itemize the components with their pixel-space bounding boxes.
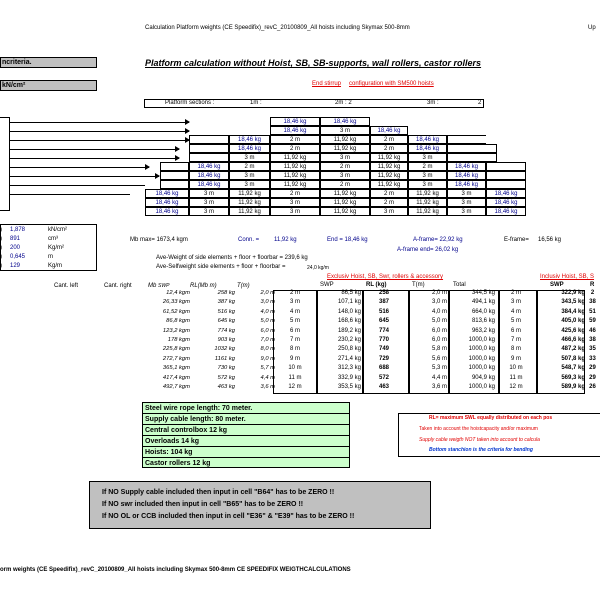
col-cant-right: Cant. right (104, 283, 132, 289)
col-swp2: SWP (550, 282, 564, 288)
grid-cell: 18,46 kg (486, 198, 526, 207)
table-cell: 38 (589, 337, 596, 343)
table-cell: 11 m (288, 374, 302, 381)
table-cell: 9 m (510, 355, 521, 362)
table-cell: 664,0 kg (471, 308, 495, 315)
table-cell: 572 (378, 374, 389, 381)
table-cell: 86,5 kg (341, 290, 361, 296)
assumption-item: Central controlbox 12 kg (143, 425, 349, 436)
table-cell: 353,5 kg (337, 384, 361, 390)
arrow-row-5 (9, 158, 179, 159)
table-cell: 425,6 kg (561, 327, 585, 334)
grid-cell: 11,92 kg (320, 144, 370, 153)
document-title: Calculation Platform weights (CE Speedifix)_revC_20100809_All hoists including Skymax 500-8mm (145, 25, 410, 31)
section-1m: 1m : (250, 100, 262, 106)
table-cell: 29 (589, 374, 596, 381)
table-cell: 10 m (288, 365, 302, 372)
grid-gray-cell (160, 180, 189, 189)
grid-gray-cell (526, 189, 538, 198)
table-cell: 4,4 m (431, 374, 447, 381)
grid-cell: 11,92 kg (229, 189, 270, 198)
table-cell: 26 (589, 384, 596, 390)
arrow-row-7 (9, 176, 159, 177)
note-1: RL= maximum SWL equally distributed on each pos (429, 415, 553, 421)
table-cell: 5,8 m (431, 346, 447, 353)
table-cell: 178 kgm (167, 337, 190, 343)
warnings-box (89, 481, 431, 529)
grid-gray-cell (526, 198, 538, 207)
col-mb: Mb SWP (148, 283, 170, 289)
grid-cell: 3 m (229, 180, 270, 189)
arrow-row-8 (9, 185, 149, 186)
col-rlkg: RL (kg) (366, 282, 387, 288)
grid-cell: 18,46 kg (486, 189, 526, 198)
assumptions-box (142, 402, 350, 468)
property-value: 891 (10, 236, 21, 242)
table-frame (449, 290, 499, 394)
grid-cell: 3 m (229, 153, 270, 162)
table-cell: 507,8 kg (561, 355, 585, 362)
eframe-label: E-frame= (504, 237, 529, 243)
property-bracket: ) (0, 263, 2, 269)
header-right-fragment: Up (588, 25, 596, 31)
table-cell: 4 m (289, 308, 300, 315)
grid-gray-cell (189, 135, 229, 144)
table-cell: 12 m (288, 384, 302, 390)
table-cell: 5,7 m (260, 365, 275, 372)
table-cell: 7,0 m (260, 337, 275, 343)
table-cell: 11 m (509, 374, 523, 381)
property-value: 200 (10, 245, 21, 251)
table-cell: 516 (378, 308, 389, 315)
table-cell: 9 m (289, 355, 300, 362)
aframe-end-value: A-frame end= 26,02 kg (397, 247, 459, 253)
arrow-row-3 (9, 140, 189, 141)
table-cell: 384,4 kg (561, 308, 585, 315)
arrow-row-9 (9, 194, 139, 195)
grid-cell: 11,92 kg (270, 180, 320, 189)
table-cell: 10 m (509, 365, 523, 372)
table-cell: 492,7 kgm (162, 384, 190, 390)
grid-cell: 18,46 kg (189, 171, 229, 180)
grid-cell: 11,92 kg (370, 153, 408, 162)
conn-label: Conn. = (238, 237, 260, 243)
table-cell: 5 m (289, 318, 300, 325)
grid-cell: 2 m (270, 135, 320, 144)
property-bracket: ) (0, 236, 2, 242)
grid-cell: 11,92 kg (320, 135, 370, 144)
grid-cell: 3 m (320, 171, 370, 180)
table-cell: 6,0 m (431, 327, 447, 334)
table-cell: 344,5 kg (471, 290, 495, 296)
table-cell: 387 (378, 299, 389, 306)
grid-cell: 11,92 kg (270, 153, 320, 162)
eframe-value: 16,56 kg (538, 237, 562, 243)
grid-cell: 18,46 kg (408, 135, 447, 144)
table-cell: 26,33 kgm (162, 299, 190, 306)
grid-gray-cell (486, 135, 526, 144)
table-cell: 5,0 m (260, 318, 275, 325)
table-cell: 61,52 kgm (162, 308, 190, 315)
table-frame (317, 290, 363, 394)
property-unit: kN/cm² (48, 227, 67, 233)
table-cell: 963,2 kg (471, 327, 495, 334)
table-cell: 8 m (289, 346, 300, 353)
grid-gray-cell (160, 171, 189, 180)
grid-cell: 11,92 kg (408, 198, 447, 207)
grid-cell: 2 m (370, 198, 408, 207)
footer-title: orm weights (CE Speedifix)_revC_20100809_All hoists including Skymax 500-8mm CE SPEEDIFIX WEIGTHCALCULATIONS (0, 567, 351, 573)
table-cell: 487,2 kg (561, 346, 585, 353)
grid-cell: 2 m (229, 162, 270, 171)
grid-cell: 2 m (370, 135, 408, 144)
table-cell: 6 m (510, 327, 521, 334)
table-cell: 332,9 kg (337, 374, 361, 381)
table-cell: 6,0 m (431, 337, 447, 343)
table-cell: 548,7 kg (561, 365, 585, 372)
property-value: 1,878 (10, 227, 26, 233)
table-cell: 5,6 m (431, 355, 447, 362)
grid-cell: 2 m (270, 144, 320, 153)
platform-sections-bar (144, 99, 484, 108)
mb-max: Mb max= 1673,4 kgm (130, 237, 188, 243)
grid-cell: 3 m (370, 207, 408, 216)
table-cell: 5,0 m (431, 318, 447, 325)
grid-cell: 18,46 kg (320, 117, 370, 126)
col-r: R (590, 282, 595, 288)
property-bracket: ) (0, 245, 2, 251)
grid-cell: 3 m (447, 198, 486, 207)
table-cell: 1161 kg (214, 355, 235, 362)
grid-cell: 3 m (447, 189, 486, 198)
col-total: Total (453, 282, 466, 288)
grid-gray-cell (130, 198, 145, 207)
notes-box (398, 413, 600, 457)
table-cell: 312,3 kg (337, 365, 361, 372)
table-cell: 494,1 kg (471, 299, 495, 306)
table-cell: 51 (589, 308, 596, 315)
property-unit: Kg/m² (48, 245, 65, 251)
col-rl: RL(Mb m) (190, 283, 217, 289)
table-cell: 2 m (510, 290, 521, 296)
table-cell: 2 (590, 290, 595, 296)
grid-cell: 2 m (320, 180, 370, 189)
table-cell: 463 (378, 384, 389, 390)
table-cell: 258 (378, 290, 389, 296)
ave-weight: Ave-Weight of side elements + floor + floorbar = 239,6 kg (156, 255, 308, 261)
table-cell: 365,1 kgm (162, 365, 190, 372)
table-cell: 322,9 kg (561, 290, 585, 296)
table-cell: 168,6 kg (337, 318, 361, 325)
table-cell: 572 kg (217, 374, 235, 381)
table-cell: 3,6 m (260, 384, 275, 390)
unit-cell: kN/cm² (0, 80, 97, 91)
grid-cell: 11,92 kg (270, 162, 320, 171)
arrow-row-4 (9, 149, 179, 150)
grid-cell: 18,46 kg (370, 126, 408, 135)
table-cell: 688 (378, 365, 389, 372)
col-cant-left: Cant. left (54, 283, 79, 289)
grid-gray-cell (408, 117, 500, 126)
table-cell: 589,9 kg (561, 384, 585, 390)
ave-selfweight: Ave-Selfweight side elements + floor + floorbar = (156, 264, 286, 270)
grid-gray-cell (486, 180, 526, 189)
table-cell: 343,5 kg (561, 299, 585, 306)
table-cell: 417,4 kgm (162, 374, 190, 381)
grid-cell: 18,46 kg (189, 180, 229, 189)
grid-cell: 2 m (270, 189, 320, 198)
warning-3: If NO OL or CCB included then input in cell "E36" & "E39" has to be ZERO !! (102, 513, 355, 520)
grid-gray-cell (189, 153, 229, 162)
property-unit: m (48, 254, 53, 260)
table-cell: 4,0 m (431, 308, 447, 315)
grid-cell: 3 m (408, 180, 447, 189)
ave-selfweight-value: 24,0 kg/m (307, 265, 329, 271)
table-cell: 59 (589, 318, 596, 325)
table-cell: 35 (589, 346, 596, 353)
col-t2: T(m) (412, 282, 425, 288)
table-cell: 1000,0 kg (468, 355, 495, 362)
table-cell: 272,7 kgm (162, 355, 190, 362)
arrow-row-6 (9, 167, 149, 168)
table-cell: 1000,0 kg (468, 365, 495, 372)
grid-cell: 11,92 kg (320, 198, 370, 207)
grid-cell: 3 m (229, 171, 270, 180)
grid-gray-cell (160, 162, 189, 171)
arrow-row-1 (9, 122, 189, 123)
grid-cell: 11,92 kg (370, 162, 408, 171)
table-cell: 2,0 m (431, 290, 447, 296)
warning-2: If NO swr included then input in cell "B65" has to be ZERO !! (102, 501, 304, 508)
table-cell: 2 m (289, 290, 300, 296)
sm500-config-link[interactable]: configuration with SM500 hoists (349, 81, 434, 87)
table-cell: 230,2 kg (337, 337, 361, 343)
assumption-item: Steel wire rope length: 70 meter. (143, 403, 349, 414)
grid-gray-cell (486, 162, 526, 171)
table-cell: 5 m (510, 318, 521, 325)
table-cell: 123,2 kgm (162, 327, 190, 334)
table-cell: 33 (589, 355, 596, 362)
table-cell: 4 m (510, 308, 521, 315)
conn-value: 11,92 kg (274, 237, 297, 243)
table-cell: 3,0 m (431, 299, 447, 306)
table-cell: 387 kg (217, 299, 235, 306)
property-value: 0,645 (10, 254, 26, 260)
property-unit: Kg/m (48, 263, 63, 269)
table-cell: 9,0 m (260, 355, 275, 362)
grid-cell: 2 m (320, 162, 370, 171)
table-cell: 7 m (510, 337, 521, 343)
table-frame (537, 290, 585, 394)
table-cell: 5,3 m (431, 365, 447, 372)
grid-gray-cell (370, 117, 408, 126)
table-cell: 1000,0 kg (468, 337, 495, 343)
end-value: End = 18,46 kg (327, 237, 368, 243)
grid-gray-cell (447, 153, 497, 162)
table-cell: 904,9 kg (471, 374, 495, 381)
grid-gray-cell (526, 207, 538, 216)
grid-cell: 11,92 kg (229, 207, 270, 216)
table-cell: 225,8 kgm (162, 346, 190, 353)
grid-cell: 18,46 kg (408, 144, 447, 153)
table-cell: 12,4 kgm (166, 290, 190, 296)
table-cell: 29 (589, 365, 596, 372)
grid-cell: 18,46 kg (229, 135, 270, 144)
table-cell: 3 m (289, 299, 300, 306)
table-cell: 86,8 kgm (166, 318, 190, 325)
table-cell: 38 (589, 299, 596, 306)
table-cell: 3,6 m (431, 384, 447, 390)
table-cell: 107,1 kg (337, 299, 361, 306)
grid-cell: 3 m (189, 207, 229, 216)
assumption-item: Castor rollers 12 kg (145, 460, 211, 467)
property-bracket: ) (0, 254, 2, 260)
grid-gray-cell (447, 144, 497, 153)
table-cell: 903 kg (217, 337, 235, 343)
grid-cell: 11,92 kg (320, 189, 370, 198)
table-cell: 6,0 m (260, 327, 275, 334)
grid-cell: 2 m (370, 189, 408, 198)
table-cell: 1000,0 kg (468, 346, 495, 353)
grid-gray-cell (486, 171, 526, 180)
table-cell: 2,0 m (260, 290, 275, 296)
table-frame (273, 290, 317, 394)
main-title: Platform calculation without Hoist, SB, SB-supports, wall rollers, castor rollers (145, 58, 482, 68)
property-bracket: ) (0, 227, 2, 233)
table-cell: 250,8 kg (337, 346, 361, 353)
grid-gray-cell (130, 207, 145, 216)
grid-cell: 3 m (189, 189, 229, 198)
table-cell: 6 m (289, 327, 300, 334)
grid-cell: 11,92 kg (370, 180, 408, 189)
table-cell: 645 kg (217, 318, 235, 325)
table-cell: 148,0 kg (337, 308, 361, 315)
assumption-item: Overloads 14 kg (143, 436, 349, 447)
table-cell: 4,4 m (260, 374, 275, 381)
grid-cell: 3 m (320, 126, 370, 135)
table-cell: 569,3 kg (561, 374, 585, 381)
grid-gray-cell (189, 144, 229, 153)
assumption-item: Supply cable length: 80 meter. (143, 414, 349, 425)
grid-cell: 11,92 kg (320, 207, 370, 216)
table-cell: 730 kg (217, 365, 235, 372)
grid-cell: 11,92 kg (270, 171, 320, 180)
col-swp: SWP (320, 282, 334, 288)
table-cell: 774 (378, 327, 389, 334)
grid-cell: 11,92 kg (370, 171, 408, 180)
table-cell: 516 kg (217, 308, 235, 315)
table-cell: 813,6 kg (471, 318, 495, 325)
table-cell: 12 m (509, 384, 523, 390)
table-cell: 1032 kg (214, 346, 235, 353)
grid-cell: 3 m (408, 153, 447, 162)
section-3m: 3m : (427, 100, 439, 106)
note-3: Supply cable weigth NOT taken into account to calcula (419, 437, 540, 443)
exclusiv-header: Exclusiv Hoist, SB, Swr, rollers & accessory (327, 274, 444, 280)
table-cell: 770 (378, 337, 389, 343)
grid-cell: 18,46 kg (145, 198, 189, 207)
table-frame (409, 290, 449, 394)
end-stirrup-link[interactable]: End stirrup (312, 81, 342, 87)
table-cell: 3,0 m (260, 299, 275, 306)
table-cell: 774 kg (217, 327, 235, 334)
grid-cell: 18,46 kg (189, 162, 229, 171)
grid-cell: 18,46 kg (145, 189, 189, 198)
table-cell: 405,0 kg (561, 318, 585, 325)
grid-gray-cell (447, 126, 497, 135)
grid-cell: 18,46 kg (229, 144, 270, 153)
table-cell: 258 kg (217, 290, 235, 296)
aframe-value: A-frame= 22,92 kg (413, 237, 463, 243)
grid-cell: 18,46 kg (447, 171, 486, 180)
sections-label: Platform sections : (165, 100, 215, 106)
grid-cell: 3 m (320, 153, 370, 162)
note-4: Bottom stanchion is the criteria for bending (429, 447, 533, 453)
grid-gray-cell (145, 180, 160, 189)
table-frame (499, 290, 537, 394)
grid-cell: 3 m (189, 198, 229, 207)
property-unit: cm³ (48, 236, 58, 242)
table-cell: 8,0 m (260, 346, 275, 353)
grid-cell: 18,46 kg (486, 207, 526, 216)
grid-gray-cell (130, 189, 145, 198)
arrow-row-2 (9, 131, 189, 132)
warning-1: If NO Supply cable included then input in cell "B64" has to be ZERO !! (102, 489, 335, 496)
grid-cell: 18,46 kg (270, 126, 320, 135)
table-cell: 1000,0 kg (468, 384, 495, 390)
grid-cell: 3 m (270, 198, 320, 207)
table-cell: 271,4 kg (337, 355, 361, 362)
col-t: T(m) (237, 283, 250, 289)
grid-cell: 18,46 kg (270, 117, 320, 126)
grid-cell: 2 m (408, 162, 447, 171)
assumption-item: Hoists: 104 kg (143, 447, 349, 458)
table-cell: 3 m (510, 299, 521, 306)
grid-cell: 2 m (370, 144, 408, 153)
table-cell: 46 (589, 327, 596, 334)
grid-cell: 11,92 kg (408, 207, 447, 216)
table-cell: 729 (378, 355, 389, 362)
grid-cell: 3 m (270, 207, 320, 216)
criteria-cell: ncriteria. (0, 57, 97, 68)
table-cell: 463 kg (217, 384, 235, 390)
table-cell: 189,2 kg (337, 327, 361, 334)
table-cell: 749 (378, 346, 389, 353)
property-value: 129 (10, 263, 21, 269)
table-cell: 7 m (289, 337, 300, 343)
grid-cell: 18,46 kg (447, 162, 486, 171)
section-2m: 2m : 2 (335, 100, 352, 106)
grid-cell: 3 m (447, 207, 486, 216)
grid-cell: 11,92 kg (408, 189, 447, 198)
note-2: Taken into account the hoistcapacity and/or maximum (419, 426, 538, 432)
grid-cell: 3 m (408, 171, 447, 180)
table-cell: 645 (378, 318, 389, 325)
table-cell: 8 m (510, 346, 521, 353)
inclusiv-header: Inclusiv Hoist, SB, S (540, 274, 595, 280)
grid-cell: 18,46 kg (145, 207, 189, 216)
table-cell: 4,0 m (260, 308, 275, 315)
grid-cell: 11,92 kg (229, 198, 270, 207)
table-frame (363, 290, 409, 394)
section-3m-value: 2 (478, 100, 482, 106)
table-cell: 466,6 kg (561, 337, 585, 343)
grid-cell: 18,46 kg (447, 180, 486, 189)
